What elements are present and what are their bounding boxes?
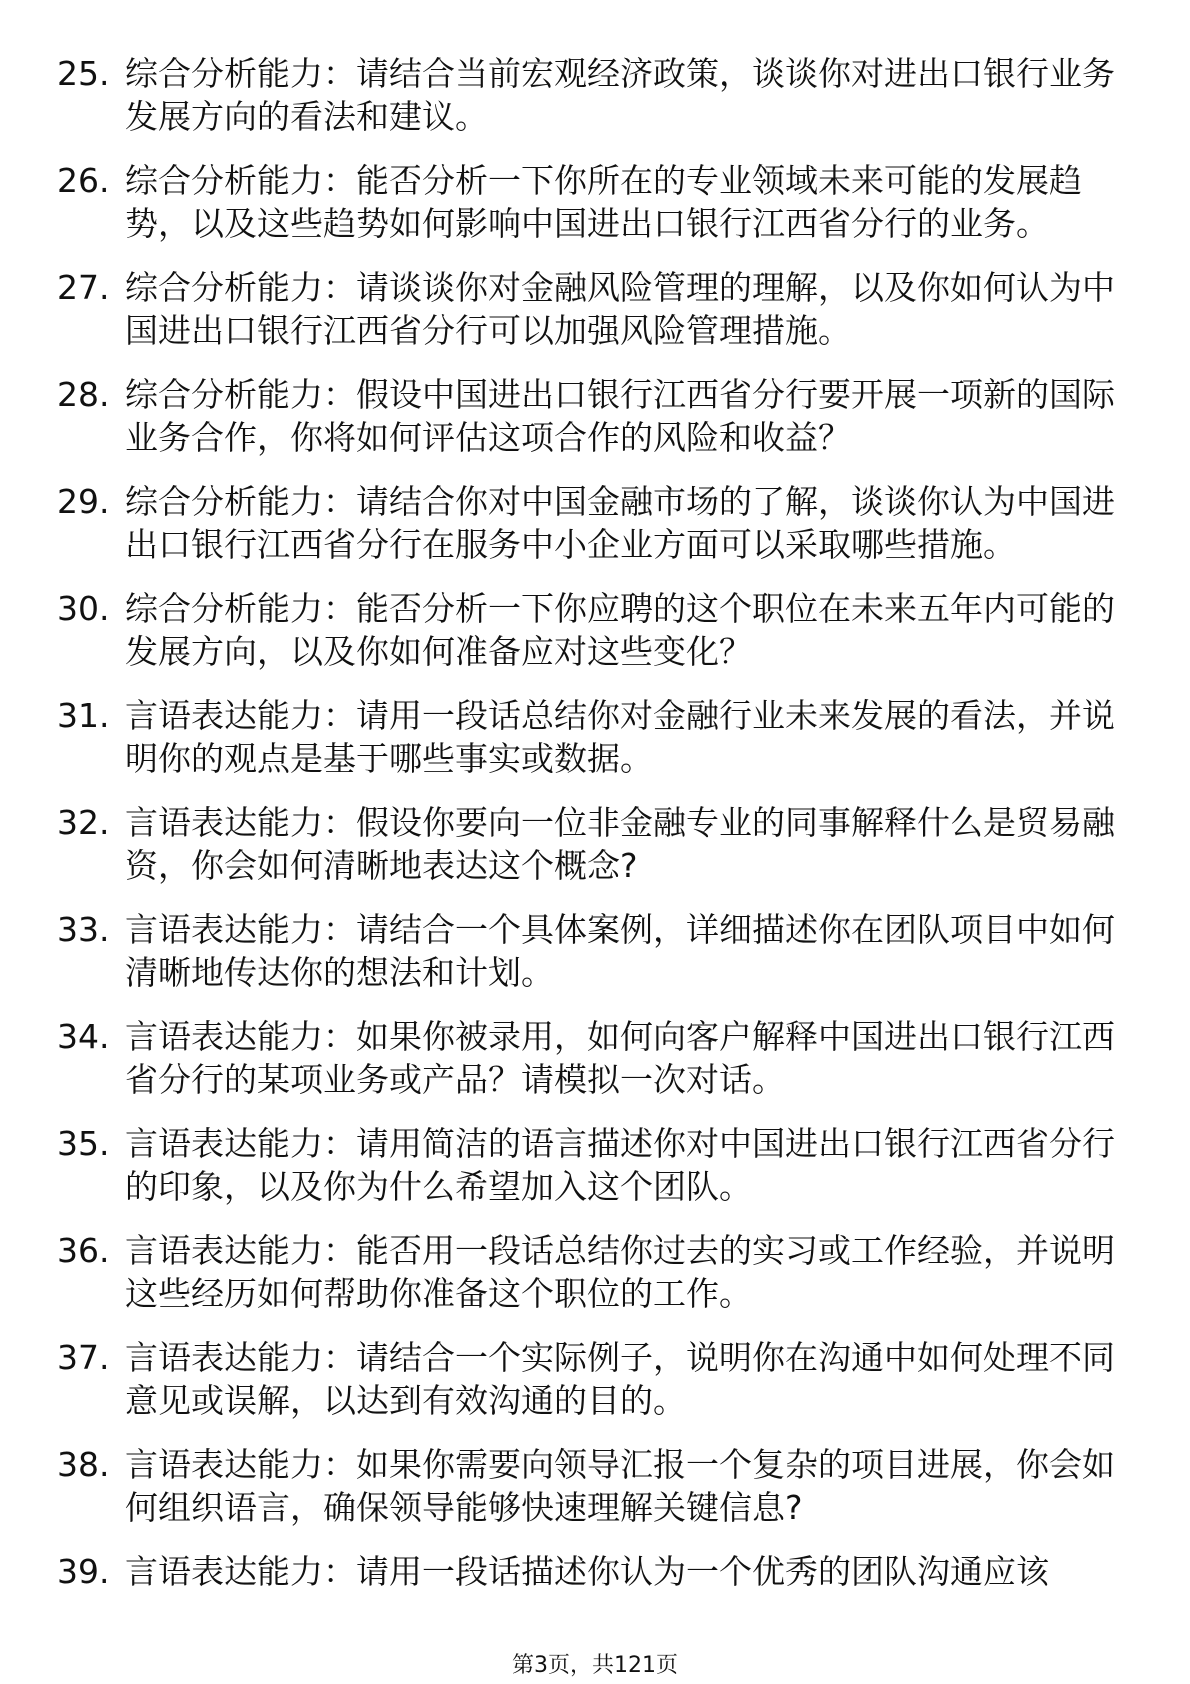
question-item (57, 266, 1117, 352)
question-number: 37. (57, 1338, 110, 1377)
question-text: 言语表达能力：假设你要向一位非金融专业的同事解释什么是贸易融资，你会如何清晰地表达这个概念? (125, 803, 1115, 885)
question-number: 29. (57, 482, 110, 521)
question-item (57, 52, 1117, 138)
question-number: 25. (57, 54, 110, 93)
question-number: 32. (57, 803, 110, 842)
question-text: 综合分析能力：假设中国进出口银行江西省分行要开展一项新的国际业务合作，你将如何评估这项合作的风险和收益？ (125, 375, 1115, 457)
question-text: 综合分析能力：请结合你对中国金融市场的了解，谈谈你认为中国进出口银行江西省分行在服务中小企业方面可以采取哪些措施。 (125, 482, 1115, 564)
question-item (57, 1229, 1117, 1315)
question-item (57, 801, 1117, 887)
question-item (57, 373, 1117, 459)
question-text: 言语表达能力：能否用一段话总结你过去的实习或工作经验，并说明这些经历如何帮助你准备这个职位的工作。 (125, 1231, 1115, 1313)
question-text: 综合分析能力：能否分析一下你应聘的这个职位在未来五年内可能的发展方向，以及你如何准备应对这些变化？ (125, 589, 1115, 671)
question-text: 言语表达能力：请用简洁的语言描述你对中国进出口银行江西省分行的印象，以及你为什么希望加入这个团队。 (125, 1124, 1115, 1206)
question-number: 35. (57, 1124, 110, 1163)
question-item (57, 694, 1117, 780)
question-number: 36. (57, 1231, 110, 1270)
question-text: 综合分析能力：能否分析一下你所在的专业领域未来可能的发展趋势，以及这些趋势如何影响中国进出口银行江西省分行的业务。 (125, 161, 1082, 243)
question-text: 言语表达能力：请用一段话总结你对金融行业未来发展的看法，并说明你的观点是基于哪些事实或数据。 (125, 696, 1115, 778)
question-number: 31. (57, 696, 110, 735)
question-item (57, 1122, 1117, 1208)
question-text: 言语表达能力：如果你被录用，如何向客户解释中国进出口银行江西省分行的某项业务或产品？请模拟一次对话。 (125, 1017, 1115, 1099)
question-number: 33. (57, 910, 110, 949)
question-number: 38. (57, 1445, 110, 1484)
question-item (57, 587, 1117, 673)
question-item (57, 1015, 1117, 1101)
question-item (57, 159, 1117, 245)
question-text: 言语表达能力：如果你需要向领导汇报一个复杂的项目进展，你会如何组织语言，确保领导能够快速理解关键信息? (125, 1445, 1115, 1527)
question-item (57, 480, 1117, 566)
question-number: 30. (57, 589, 110, 628)
question-text: 言语表达能力：请结合一个具体案例，详细描述你在团队项目中如何清晰地传达你的想法和计划。 (125, 910, 1115, 992)
question-text: 言语表达能力：请用一段话描述你认为一个优秀的团队沟通应该 (125, 1552, 1049, 1591)
question-number: 34. (57, 1017, 110, 1056)
question-number: 39. (57, 1552, 110, 1591)
question-number: 28. (57, 375, 110, 414)
page-footer: 第3页，共121页 (512, 1653, 678, 1678)
question-list (57, 52, 1117, 1614)
question-number: 27. (57, 268, 110, 307)
question-item (57, 1443, 1117, 1529)
question-text: 言语表达能力：请结合一个实际例子，说明你在沟通中如何处理不同意见或误解，以达到有效沟通的目的。 (125, 1338, 1115, 1420)
question-item (57, 1336, 1117, 1422)
question-text: 综合分析能力：请结合当前宏观经济政策，谈谈你对进出口银行业务发展方向的看法和建议。 (125, 54, 1115, 136)
question-text: 综合分析能力：请谈谈你对金融风险管理的理解，以及你如何认为中国进出口银行江西省分行可以加强风险管理措施。 (125, 268, 1115, 350)
question-number: 26. (57, 161, 110, 200)
question-item (57, 1550, 1117, 1593)
question-item (57, 908, 1117, 994)
